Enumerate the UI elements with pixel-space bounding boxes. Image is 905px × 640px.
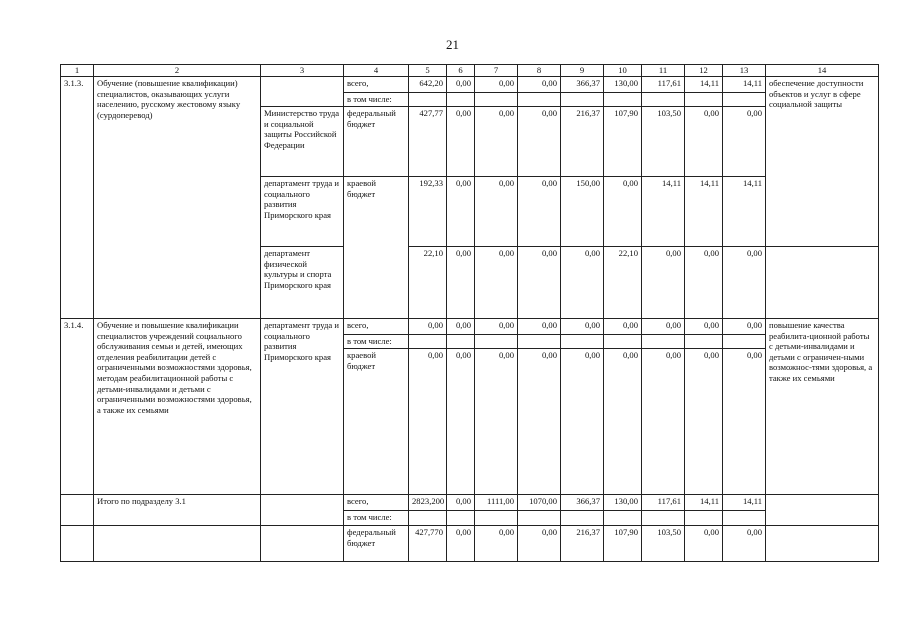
value-cell: 0,00 [642,247,685,319]
header-cell: 2 [94,65,261,77]
table-row [61,77,879,93]
value-cell: 14,11 [642,177,685,247]
value-cell: 0,00 [604,349,642,495]
value-cell: 642,20 [409,77,447,93]
row-label: в том числе: [344,93,409,107]
header-cell: 10 [604,65,642,77]
value-cell: 14,11 [723,495,766,511]
header-cell: 6 [447,65,475,77]
value-cell: 14,11 [723,177,766,247]
row-label: в том числе: [344,511,409,526]
executor-cell [261,526,344,562]
value-cell: 0,00 [447,247,475,319]
value-cell: 117,61 [642,495,685,511]
source-cell: федеральный бюджет [344,107,409,177]
value-cell: 0,00 [447,495,475,511]
header-cell: 14 [766,65,879,77]
value-cell: 2823,200 [409,495,447,511]
value-cell: 0,00 [723,107,766,177]
executor-cell: Министерство труда и социальной защиты Российской Федерации [261,107,344,177]
header-cell: 3 [261,65,344,77]
value-cell: 0,00 [518,107,561,177]
value-cell: 0,00 [409,319,447,335]
header-cell: 7 [475,65,518,77]
value-cell: 0,00 [561,319,604,335]
value-cell: 0,00 [685,107,723,177]
value-cell: 427,770 [409,526,447,562]
result-cell [766,526,879,562]
header-row [61,65,879,77]
executor-cell: департамент труда и социального развития Приморского края [261,319,344,495]
header-cell: 11 [642,65,685,77]
table-row [61,495,879,511]
section-code [61,526,94,562]
section-title [94,526,261,562]
section-title: Итого по подразделу 3.1 [94,495,261,526]
result-cell [766,247,879,319]
value-cell: 216,37 [561,526,604,562]
header-cell: 8 [518,65,561,77]
value-cell: 0,00 [475,526,518,562]
source-cell: федеральный бюджет [344,526,409,562]
value-cell: 0,00 [447,319,475,335]
value-cell: 0,00 [723,349,766,495]
table-row [61,319,879,335]
value-cell: 0,00 [447,349,475,495]
row-label: всего, [344,495,409,511]
value-cell: 0,00 [518,247,561,319]
section-title: Обучение и повышение квалификации специалистов учреждений социального обслуживания семьи и детей, имеющих отделения реабилитации детей с ограниченными возможностями здоровья, методам реабилитационной работы с детьми-инвалидами и детьми с ограниченными возможностями здоровья, а также их семьями [94,319,261,495]
value-cell: 0,00 [561,247,604,319]
value-cell: 22,10 [409,247,447,319]
value-cell: 0,00 [642,349,685,495]
result-cell: обеспечение доступности объектов и услуг в сфере социальной защиты [766,77,879,247]
value-cell: 0,00 [447,107,475,177]
value-cell: 0,00 [685,247,723,319]
row-label: в том числе: [344,335,409,349]
value-cell: 366,37 [561,77,604,93]
header-cell: 9 [561,65,604,77]
value-cell: 0,00 [447,77,475,93]
value-cell: 22,10 [604,247,642,319]
value-cell: 1111,00 [475,495,518,511]
value-cell: 192,33 [409,177,447,247]
value-cell: 0,00 [409,349,447,495]
value-cell: 0,00 [723,526,766,562]
executor-cell: департамент труда и социального развития Приморского края [261,177,344,247]
section-code: 3.1.3. [61,77,94,319]
value-cell: 427,77 [409,107,447,177]
row-label: всего, [344,319,409,335]
value-cell: 107,90 [604,526,642,562]
section-title: Обучение (повышение квалификации) специалистов, оказывающих услуги населению, русскому жестовому языку (сурдоперевод) [94,77,261,319]
value-cell: 14,11 [685,177,723,247]
page-number: 21 [446,37,459,52]
value-cell: 0,00 [475,319,518,335]
value-cell: 103,50 [642,107,685,177]
value-cell: 130,00 [604,495,642,511]
value-cell: 0,00 [518,526,561,562]
result-cell [766,495,879,526]
value-cell: 107,90 [604,107,642,177]
value-cell: 366,37 [561,495,604,511]
row-label: всего, [344,77,409,93]
value-cell: 0,00 [642,319,685,335]
value-cell: 0,00 [475,247,518,319]
value-cell: 0,00 [518,349,561,495]
value-cell: 0,00 [475,177,518,247]
value-cell: 0,00 [561,349,604,495]
value-cell: 216,37 [561,107,604,177]
executor-cell: департамент физической культуры и спорта Приморского края [261,247,344,319]
header-cell: 5 [409,65,447,77]
value-cell: 0,00 [475,349,518,495]
value-cell: 150,00 [561,177,604,247]
value-cell: 0,00 [604,319,642,335]
section-code: 3.1.4. [61,319,94,495]
value-cell: 0,00 [518,177,561,247]
table-row [61,526,879,562]
value-cell: 14,11 [685,495,723,511]
value-cell: 0,00 [475,77,518,93]
value-cell: 0,00 [518,319,561,335]
value-cell: 0,00 [685,349,723,495]
header-cell: 4 [344,65,409,77]
value-cell: 0,00 [447,177,475,247]
value-cell: 0,00 [475,107,518,177]
value-cell: 0,00 [685,319,723,335]
value-cell: 103,50 [642,526,685,562]
executor-cell [261,77,344,107]
value-cell: 1070,00 [518,495,561,511]
value-cell: 14,11 [723,77,766,93]
source-cell: краевой бюджет [344,177,409,319]
value-cell: 0,00 [604,177,642,247]
header-cell: 12 [685,65,723,77]
value-cell: 0,00 [723,319,766,335]
source-cell: краевой бюджет [344,349,409,495]
header-cell: 1 [61,65,94,77]
value-cell: 0,00 [685,526,723,562]
result-cell: повышение качества реабилита-ционной работы с детьми-инвалидами и детьми с ограничен-ными возможнос-тями здоровья, а также их семьями [766,319,879,495]
value-cell: 0,00 [447,526,475,562]
value-cell: 0,00 [723,247,766,319]
budget-table [60,64,879,562]
value-cell: 0,00 [518,77,561,93]
section-code [61,495,94,526]
value-cell: 117,61 [642,77,685,93]
value-cell: 14,11 [685,77,723,93]
value-cell: 130,00 [604,77,642,93]
executor-cell [261,495,344,526]
header-cell: 13 [723,65,766,77]
